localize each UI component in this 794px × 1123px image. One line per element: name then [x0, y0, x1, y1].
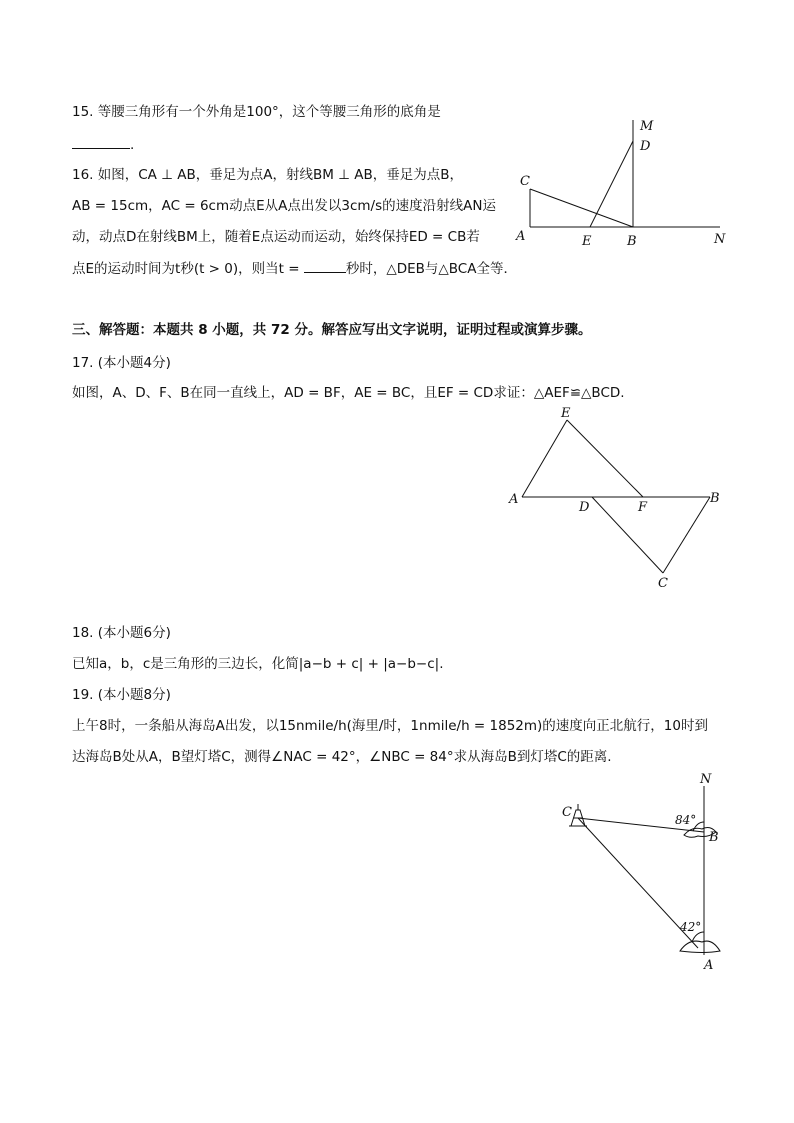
q19-figure	[556, 768, 736, 978]
q19-angle-a-label: 42°	[680, 920, 702, 934]
q17-label-b: B	[710, 491, 720, 506]
q17-segment-ef	[567, 420, 643, 497]
q17-label-f: F	[638, 500, 648, 515]
q19-line2: 达海岛B处从A，B望灯塔C，测得∠NAC = 42°，∠NBC = 84°求从海岛B到灯塔C的距离.	[72, 749, 612, 765]
q19-label-n: N	[700, 772, 712, 787]
q16-answer-blank[interactable]	[304, 258, 346, 273]
q17-label-d: D	[579, 500, 590, 515]
q17-label-c: C	[658, 576, 668, 591]
q19-label-c: C	[562, 805, 572, 820]
q17-body: 如图，A、D、F、B在同一直线上，AD = BF，AE = BC，且EF = CD求证：△AEF≌△BCD.	[72, 385, 625, 401]
q19-label-b: B	[709, 830, 719, 845]
q16-label-n: N	[714, 232, 726, 247]
q16-label-c: C	[520, 174, 530, 189]
q16-label-d: D	[640, 139, 651, 154]
q17-segment-dc	[592, 497, 663, 573]
q16-line4-start: 点E的运动时间为t秒(t > 0)，则当t =	[72, 261, 304, 277]
q16-line4	[72, 258, 517, 279]
q19-angle-b-label: 84°	[675, 813, 697, 827]
q18-header: 18. (本小题6分)	[72, 625, 171, 641]
q16-label-b: B	[627, 234, 637, 249]
q19-line1: 上午8时，一条船从海岛A出发，以15nmile/h(海里/时，1nmile/h = 1852m)的速度向正北航行，10时到	[72, 718, 708, 734]
q16-line2: AB = 15cm，AC = 6cm动点E从A点出发以3cm/s的速度沿射线AN运	[72, 198, 496, 214]
q18-body: 已知a，b，c是三角形的三边长，化简|a−b + c| + |a−b−c|.	[72, 656, 444, 672]
q17-segment-ae	[522, 420, 567, 497]
q17-label-a: A	[509, 492, 519, 507]
q16-segment-ed	[590, 141, 633, 227]
q16-label-e: E	[582, 234, 592, 249]
q16-line4-end: 秒时，△DEB与△BCA全等．	[345, 261, 517, 277]
q16-segment-cb	[530, 189, 633, 227]
q15-text: 15. 等腰三角形有一个外角是100°，这个等腰三角形的底角是	[72, 104, 441, 120]
q15-period: .	[130, 137, 135, 153]
section3-heading: 三、解答题：本题共 8 小题，共 72 分。解答应写出文字说明，证明过程或演算步骤。	[72, 322, 592, 338]
island-a-icon	[680, 941, 720, 952]
q15-answer-line	[72, 134, 134, 155]
q17-segment-bc	[663, 497, 710, 573]
q16-figure	[510, 112, 735, 257]
q17-header: 17. (本小题4分)	[72, 355, 171, 371]
q16-label-a: A	[516, 229, 526, 244]
q16-label-m: M	[640, 119, 654, 134]
q19-header: 19. (本小题8分)	[72, 687, 171, 703]
q17-label-e: E	[561, 406, 571, 421]
q16-line1: 16. 如图，CA ⊥ AB，垂足为点A，射线BM ⊥ AB，垂足为点B，	[72, 167, 464, 183]
q15-answer-blank[interactable]	[72, 134, 130, 149]
q19-label-a: A	[704, 958, 714, 973]
q17-figure	[500, 400, 735, 595]
q16-line3: 动，动点D在射线BM上，随着E点运动而运动，始终保持ED = CB若	[72, 229, 480, 245]
